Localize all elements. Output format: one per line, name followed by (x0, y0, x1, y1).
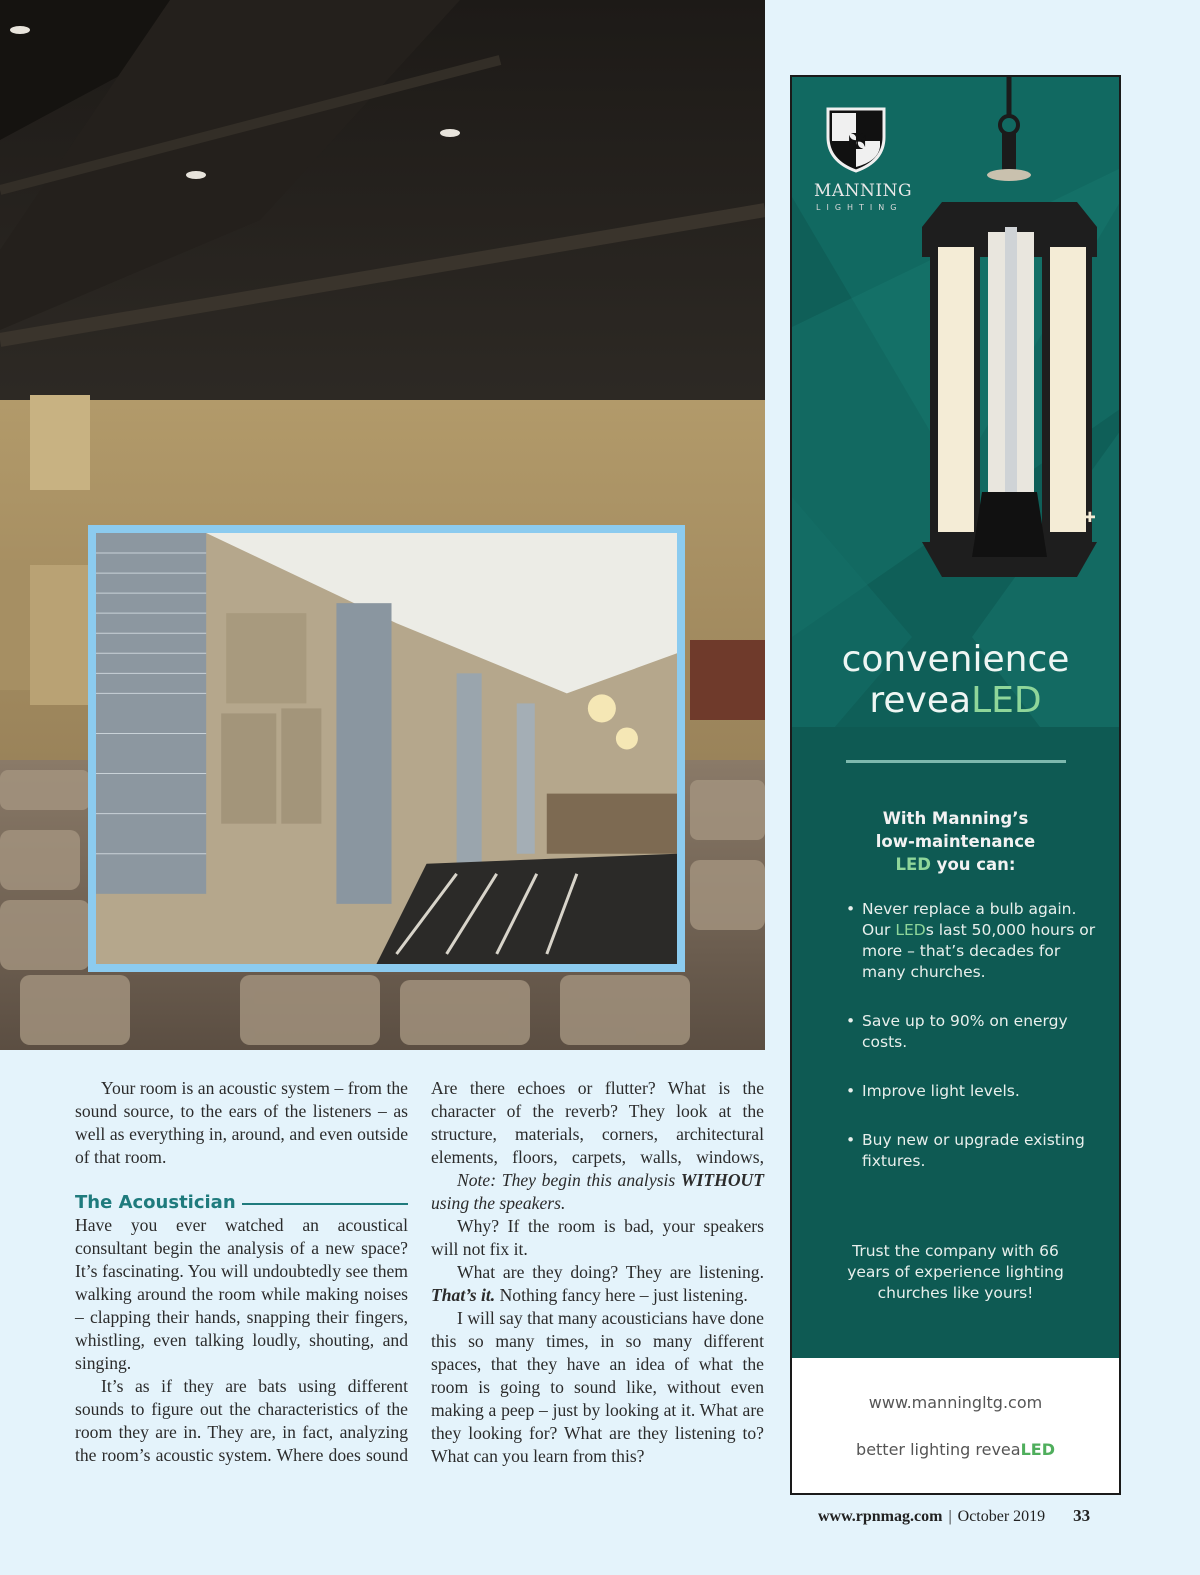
benefit-item: • Save up to 90% on energy costs. (846, 1011, 1096, 1053)
emphasis: That’s it. (431, 1285, 496, 1305)
ad-brand-sub: LIGHTING (816, 203, 903, 212)
article-paragraph: Your room is an acoustic system – from the sound source, to the ears of the listeners – as well as everything in, around, and even outside of that room. (75, 1078, 408, 1167)
ad-tagline (792, 1440, 1119, 1459)
note-text: They begin this analysis (496, 1170, 681, 1190)
headline-line-2 (792, 680, 1119, 721)
note-label: Note: (457, 1170, 497, 1190)
ad-url-link[interactable]: www.manningltg.com (868, 1393, 1043, 1412)
folio-date: October 2019 (957, 1508, 1046, 1525)
section-heading-text: The Acoustician (75, 1192, 236, 1213)
benefit-item: • Improve light levels. (846, 1081, 1096, 1102)
headline-led: LED (971, 680, 1042, 721)
article-paragraph-continued (431, 1077, 764, 1169)
article-paragraph: Have you ever watched an acoustical consultant begin the analysis of a new space? It’s fascinating. You will undoubtedly see them walking around the room while making noises – clapping their hands, snapping their fingers, whistling, even talking loudly, shouting, and singing. (75, 1215, 408, 1373)
trust-text: Trust the company with 66 years of experience lighting churches like yours! (847, 1242, 1064, 1302)
article-paragraph: Why? If the room is bad, your speakers will not fix it. (431, 1216, 764, 1259)
subhead-led: LED (895, 855, 931, 874)
subhead-line: With Manning’s (882, 809, 1029, 828)
tagline-led: LED (1020, 1440, 1055, 1459)
article-column-right (431, 1077, 764, 1468)
svg-text:✚: ✚ (945, 507, 962, 531)
heading-rule (242, 1203, 408, 1205)
section-heading (75, 1191, 408, 1214)
article-paragraph (431, 1261, 764, 1307)
ad-brand-name: MANNING (814, 181, 913, 201)
ad-benefits-list (846, 899, 1096, 1200)
manning-shield-logo (816, 105, 896, 180)
benefit-item: • Buy new or upgrade existing fixtures. (846, 1130, 1096, 1172)
manning-lighting-ad[interactable] (790, 75, 1121, 1495)
article-column-left (75, 1077, 408, 1467)
headline-line-1: convenience (841, 639, 1070, 680)
inset-sanctuary-photo (96, 533, 677, 964)
text-run: Nothing fancy here – just listening. (495, 1285, 748, 1305)
shield-icon (824, 105, 888, 175)
subhead-line (792, 853, 1119, 876)
ad-divider (846, 760, 1066, 763)
page-number: 33 (1073, 1506, 1091, 1525)
tagline-text: better lighting revea (856, 1440, 1021, 1459)
subhead-text: you can: (930, 855, 1016, 874)
continued-text: Are there echoes or flutter? What is the character of the reverb? They look at the structure, materials, corners, architectural elements, floors, carpets, walls, windows, (431, 1078, 764, 1167)
benefit-item: • Never replace a bulb again. Our LEDs last 50,000 hours or more – that’s decades for many churches. (846, 899, 1096, 983)
page-folio (818, 1506, 1090, 1526)
article-paragraph: I will say that many acousticians have done this so many times, in so many different spaces, that they have an idea of what the room is going to sound like, without even making a peep – just by looking at it. What are they looking for? What are they listening to? What can you learn from this? (431, 1308, 764, 1466)
note-paragraph (431, 1169, 764, 1215)
ad-trust-statement (792, 1241, 1119, 1304)
ad-headline (792, 639, 1119, 721)
subhead-line: low-maintenance (875, 832, 1036, 851)
folio-separator: | (948, 1508, 952, 1525)
folio-site[interactable]: www.rpnmag.com (818, 1508, 943, 1525)
text-run: What are they doing? They are listening. (457, 1262, 764, 1282)
svg-text:✠: ✠ (848, 130, 867, 155)
article-paragraph: It’s as if they are bats using different sounds to figure out the characteristics of the room they are in. They are, in fact, analyzing the room’s acoustic system. Where does sound (75, 1376, 408, 1465)
ad-subhead (792, 807, 1119, 876)
inset-photo-frame (88, 525, 685, 972)
svg-text:✚: ✚ (1084, 510, 1096, 526)
note-text-end: using the speakers. (431, 1193, 566, 1213)
ad-footer (792, 1358, 1119, 1495)
note-emphasis: WITHOUT (680, 1170, 764, 1190)
headline-word: revea (869, 680, 972, 721)
